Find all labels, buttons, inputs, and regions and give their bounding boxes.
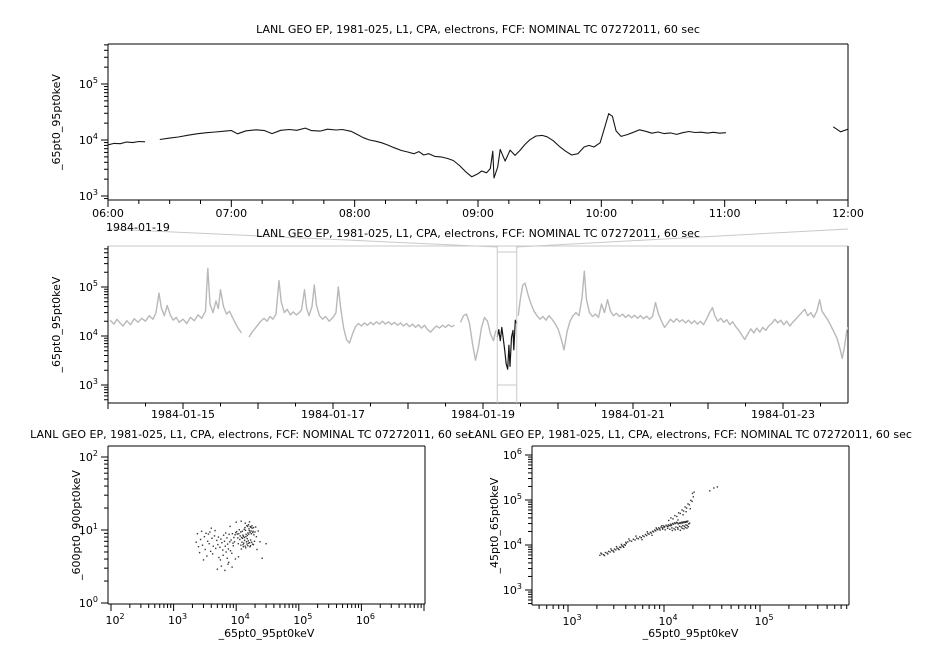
x-tick-label: 06:00 <box>92 207 124 220</box>
y-axis-label: _600pt0_900pt0keV <box>70 470 83 580</box>
x-tick-label: $10^6$ <box>355 612 375 627</box>
plot-area-context[interactable] <box>108 246 848 403</box>
y-axis-label: _65pt0_95pt0keV <box>50 276 63 373</box>
x-tick-label: 10:00 <box>585 207 618 220</box>
x-tick-label: 09:00 <box>462 207 494 220</box>
x-tick-label: $10^3$ <box>562 613 582 628</box>
y-tick-label: $10^4$ <box>78 132 98 147</box>
plot-area-scatter-45-65[interactable] <box>532 446 849 605</box>
x-tick-label: $10^4$ <box>230 612 250 627</box>
plot-area-scatter-600-900[interactable] <box>108 446 425 604</box>
y-tick-label: $10^4$ <box>78 328 98 343</box>
y-tick-label: $10^0$ <box>78 595 98 610</box>
y-tick-label: $10^4$ <box>502 537 522 552</box>
panel-title: LANL GEO EP, 1981-025, L1, CPA, electrons, FCF: NOMINAL TC 07272011, 60 sec <box>468 428 912 441</box>
plot-area-detail[interactable] <box>108 44 848 200</box>
x-tick-label: 1984-01-17 <box>301 408 365 421</box>
y-tick-label: $10^5$ <box>502 492 522 507</box>
y-tick-label: $10^2$ <box>78 449 98 464</box>
y-tick-label: $10^3$ <box>502 582 522 597</box>
x-tick-label: $10^5$ <box>754 613 774 628</box>
x-axis-label: _65pt0_95pt0keV <box>218 627 315 640</box>
y-tick-label: $10^1$ <box>78 522 98 537</box>
x-tick-label: $10^3$ <box>168 612 188 627</box>
x-tick-label: 07:00 <box>215 207 248 220</box>
panel-title: LANL GEO EP, 1981-025, L1, CPA, electrons, FCF: NOMINAL TC 07272011, 60 sec <box>256 23 700 36</box>
x-tick-label: 1984-01-23 <box>751 408 815 421</box>
panel-title: LANL GEO EP, 1981-025, L1, CPA, electrons, FCF: NOMINAL TC 07272011, 60 sec <box>256 227 700 240</box>
y-axis-label: _65pt0_95pt0keV <box>50 74 63 170</box>
x-axis-label: _65pt0_95pt0keV <box>642 627 739 640</box>
x-tick-label: 08:00 <box>338 207 371 220</box>
x-tick-label: 1984-01-19 <box>451 408 515 421</box>
x-tick-label: $10^4$ <box>658 613 678 628</box>
y-axis-label: _45pt0_65pt0keV <box>488 477 501 574</box>
x-tick-label: 1984-01-21 <box>601 408 665 421</box>
x-tick-label: $10^5$ <box>293 612 313 627</box>
x-tick-label: $10^2$ <box>105 612 125 627</box>
y-tick-label: $10^3$ <box>78 377 98 392</box>
y-tick-label: $10^6$ <box>502 447 522 462</box>
x-tick-label: 1984-01-15 <box>151 408 215 421</box>
y-tick-label: $10^5$ <box>78 76 98 91</box>
panel-title: LANL GEO EP, 1981-025, L1, CPA, electrons, FCF: NOMINAL TC 07272011, 60 sec <box>30 428 474 441</box>
x-axis-date-label: 1984-01-19 <box>106 221 170 234</box>
x-tick-label: 12:00 <box>832 207 864 220</box>
y-tick-label: $10^5$ <box>78 279 98 294</box>
x-tick-label: 11:00 <box>708 207 741 220</box>
y-tick-label: $10^3$ <box>78 188 98 203</box>
